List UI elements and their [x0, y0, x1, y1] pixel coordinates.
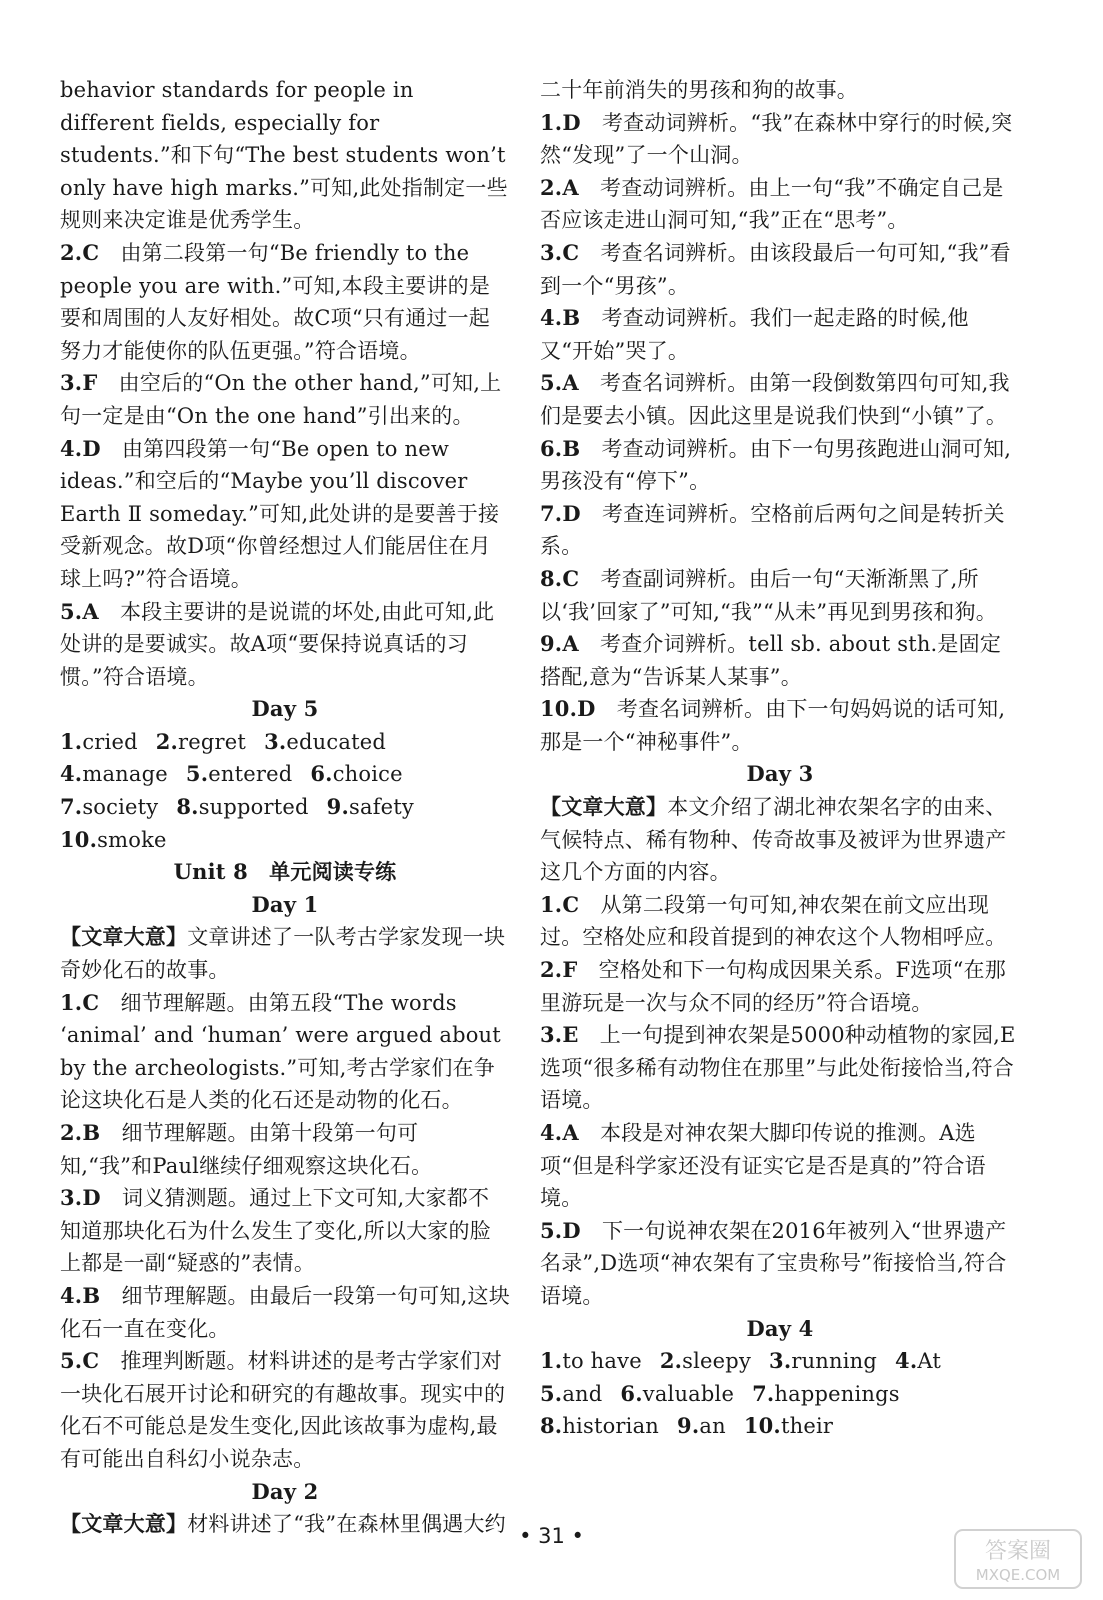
answer-number: 2.B	[60, 1120, 101, 1145]
vocab-word: smoke	[97, 827, 167, 852]
answer-explanation: 本段是对神农架大脚印传说的推测。A选项“但是科学家还没有证实它是否是真的”符合语境。	[540, 1121, 986, 1211]
day2-answer-list	[540, 107, 1020, 759]
answer-explanation: 推理判断题。材料讲述的是考古学家们对一块化石展开讨论和研究的有趣故事。现实中的化石不可能总是发生变化,因此该故事为虚构,最有可能出自科幻小说杂志。	[60, 1349, 506, 1471]
answer-explanation: 考查介词辨析。tell sb. about sth.是固定搭配,意为“告诉某人某事”。	[540, 632, 1002, 689]
answer-number: 1.C	[60, 989, 100, 1015]
answer-item	[60, 367, 510, 432]
answer-explanation: 考查动词辨析。我们一起走路的时候,他又“开始”哭了。	[540, 306, 969, 363]
answer-explanation: 考查名词辨析。由下一句妈妈说的话可知,那是一个“神秘事件”。	[540, 697, 1006, 754]
day3-summary	[540, 791, 1020, 889]
answer-item	[540, 498, 1020, 563]
vocab-answer	[769, 1345, 877, 1378]
answer-number: 4.A	[540, 1120, 579, 1145]
answer-explanation: 考查动词辨析。由下一句男孩跑进山洞可知,男孩没有“停下”。	[540, 436, 1012, 494]
watermark-logo	[953, 1528, 1083, 1590]
vocab-answer	[752, 1378, 900, 1411]
vocab-word: their	[780, 1414, 834, 1439]
right-column	[540, 74, 1020, 1443]
vocab-word: valuable	[642, 1381, 735, 1406]
day4-vocab-list	[540, 1345, 1020, 1443]
vocab-word: educated	[286, 729, 386, 754]
vocab-answer	[264, 726, 386, 759]
answer-item	[540, 302, 1020, 367]
vocab-word: cried	[82, 729, 138, 754]
answer-number: 7.D	[540, 500, 581, 526]
vocab-number: 4.	[895, 1348, 918, 1374]
summary-text: 材料讲述了“我”在森林里偶遇大约	[187, 1512, 506, 1537]
answer-number: 1.C	[540, 891, 580, 917]
page-number: • 31 •	[519, 1524, 584, 1548]
vocab-number: 1.	[60, 728, 83, 754]
vocab-number: 8.	[176, 794, 199, 820]
answer-item	[60, 1280, 510, 1345]
answer-item	[540, 107, 1020, 172]
vocab-word: sleepy	[682, 1349, 752, 1374]
vocab-number: 5.	[185, 761, 209, 787]
answer-number: 10.D	[540, 696, 596, 722]
vocab-answer	[327, 791, 414, 824]
vocab-answer	[540, 1378, 602, 1411]
answer-explanation: 本段主要讲的是说谎的坏处,由此可知,此处讲的是要诚实。故A项“要保持说真话的习惯。”符合语境。	[60, 599, 495, 689]
vocab-number: 8.	[540, 1413, 563, 1439]
answer-number: 4.D	[60, 435, 101, 461]
vocab-word: safety	[349, 795, 414, 820]
answer-number: 3.C	[540, 239, 580, 265]
vocab-number: 2.	[155, 728, 179, 754]
vocab-answer	[186, 758, 292, 791]
vocab-number: 4.	[60, 761, 83, 787]
answer-item	[540, 367, 1020, 432]
day1-summary	[60, 921, 510, 986]
answer-item	[540, 172, 1020, 237]
vocab-number: 6.	[310, 761, 333, 787]
vocab-answer	[660, 1345, 751, 1378]
vocab-word: an	[699, 1414, 726, 1439]
answer-explanation: 由空后的“On the other hand,”可知,上句一定是由“On the one hand”引出来的。	[60, 371, 502, 428]
answer-item	[540, 693, 1020, 758]
vocab-word: to have	[562, 1349, 642, 1374]
vocab-answer	[310, 758, 402, 791]
answer-number: 2.A	[540, 174, 579, 200]
answer-number: 9.A	[540, 631, 579, 657]
answer-explanation: 考查连词辨析。空格前后两句之间是转折关系。	[540, 501, 1005, 559]
vocab-answer	[60, 726, 138, 759]
answer-number: 3.D	[60, 1185, 101, 1211]
vocab-number: 6.	[620, 1380, 643, 1406]
answer-item	[60, 1345, 510, 1475]
summary-tag: 【文章大意】	[60, 1511, 188, 1537]
vocab-number: 5.	[540, 1380, 563, 1406]
vocab-word: manage	[82, 762, 168, 787]
day1-answer-list	[60, 987, 510, 1476]
vocab-number: 9.	[677, 1413, 700, 1439]
vocab-number: 1.	[540, 1348, 563, 1374]
answer-number: 8.C	[540, 565, 580, 591]
vocab-answer	[744, 1410, 833, 1443]
answer-item	[540, 563, 1020, 628]
answer-number: 3.E	[540, 1022, 579, 1048]
answer-number: 5.A	[540, 370, 579, 396]
answer-explanation: 考查动词辨析。“我”在森林中穿行的时候,突然“发现”了一个山洞。	[540, 110, 1013, 168]
answer-number: 1.D	[540, 109, 581, 135]
day3-answer-list	[540, 889, 1020, 1313]
answer-item	[540, 1215, 1020, 1313]
answer-item	[60, 433, 510, 596]
vocab-answer	[895, 1345, 941, 1378]
vocab-number: 9.	[326, 794, 349, 820]
day1-heading: Day 1	[251, 891, 319, 917]
answer-number: 5.C	[60, 1348, 100, 1374]
answer-explanation: 考查名词辨析。由第一段倒数第四句可知,我们是要去小镇。因此这里是说我们快到“小镇”了。	[540, 371, 1010, 428]
vocab-word: historian	[562, 1414, 660, 1439]
day5-heading: Day 5	[251, 696, 319, 722]
answer-item	[60, 1117, 510, 1182]
day2-summary-continued: 二十年前消失的男孩和狗的故事。	[540, 78, 858, 102]
vocab-number: 7.	[752, 1380, 775, 1406]
vocab-word: running	[791, 1349, 878, 1374]
answer-number: 5.A	[60, 598, 99, 624]
answer-item	[540, 433, 1020, 498]
unit-heading: Unit 8 单元阅读专练	[173, 859, 397, 885]
answer-explanation: 考查动词辨析。由上一句“我”不确定自己是否应该走进山洞可知,“我”正在“思考”。	[540, 175, 1004, 233]
answer-item	[540, 1117, 1020, 1215]
vocab-answer	[176, 791, 308, 824]
answer-explanation: 由第二段第一句“Be friendly to the people you are with.”可知,本段主要讲的是要和周围的人友好相处。故C项“只有通过一起努力才能使你的队伍更强。”符合语境。	[60, 240, 491, 363]
vocab-number: 7.	[60, 794, 83, 820]
answer-explanation: 由第四段第一句“Be open to new ideas.”和空后的“Maybe you’ll discover Earth Ⅱ someday.”可知,此处讲的是要善于接受新观念。故D项“你曾经想过人们能居住在月球上吗?”符合语境。	[60, 436, 500, 591]
vocab-answer	[60, 758, 168, 791]
vocab-word: choice	[332, 762, 403, 787]
answer-item	[540, 954, 1020, 1019]
vocab-word: regret	[178, 729, 247, 754]
day3-heading: Day 3	[746, 761, 814, 787]
answer-explanation: 细节理解题。由最后一段第一句可知,这块化石一直在变化。	[60, 1283, 510, 1341]
answer-number: 3.F	[60, 370, 98, 396]
answer-number: 5.D	[540, 1217, 581, 1243]
answer-item	[540, 1019, 1020, 1117]
left-column	[60, 74, 510, 1541]
day2-heading: Day 2	[251, 1478, 319, 1504]
answer-item	[60, 237, 510, 367]
answer-explanation: 考查名词辨析。由该段最后一句可知,“我”看到一个“男孩”。	[540, 240, 1011, 298]
answer-item	[60, 596, 510, 694]
watermark-line2: MXQE.COM	[975, 1566, 1061, 1584]
summary-tag: 【文章大意】	[60, 924, 188, 950]
vocab-number: 2.	[659, 1348, 683, 1374]
summary-tag: 【文章大意】	[540, 794, 668, 820]
vocab-answer	[156, 726, 246, 759]
answer-number: 2.F	[540, 957, 578, 983]
vocab-number: 10.	[743, 1413, 781, 1439]
day5-vocab-list	[60, 726, 510, 856]
answer-list	[60, 237, 510, 693]
answer-number: 6.B	[540, 435, 581, 461]
answer-explanation: 考查副词辨析。由后一句“天渐渐黑了,所以‘我’回家了”可知,“我”“从未”再见到男孩和狗。	[540, 566, 997, 624]
answer-explanation: 词义猜测题。通过上下文可知,大家都不知道那块化石为什么发生了变化,所以大家的脸上都是一副“疑惑的”表情。	[60, 1186, 491, 1276]
answer-explanation: 从第二段第一句可知,神农架在前文应出现过。空格处应和段首提到的神农这个人物相呼应。	[540, 892, 1007, 950]
answer-explanation: 细节理解题。由第五段“The words ‘animal’ and ‘human’ were argued about by the archeologists.”可知,考古学家们在争论这块化石是人类的化石还是动物的化石。	[60, 990, 501, 1113]
vocab-number: 3.	[769, 1348, 792, 1374]
vocab-answer	[540, 1410, 659, 1443]
vocab-answer	[620, 1378, 734, 1411]
intro-paragraph: behavior standards for people in different fields, especially for students.”和下句“The best students won’t only have high marks.”可知,此处指制定一些规则来决定谁是优秀学生。	[60, 78, 508, 233]
answer-explanation: 细节理解题。由第十段第一句可知,“我”和Paul继续仔细观察这块化石。	[60, 1121, 433, 1178]
answer-number: 4.B	[540, 305, 581, 331]
vocab-answer	[60, 791, 158, 824]
vocab-answer	[677, 1410, 726, 1443]
watermark-line1: 答案圈	[984, 1539, 1052, 1564]
vocab-word: and	[562, 1381, 603, 1406]
vocab-word: supported	[198, 795, 309, 820]
vocab-word: entered	[208, 762, 293, 787]
vocab-word: society	[82, 795, 159, 820]
vocab-word: At	[917, 1349, 942, 1374]
vocab-answer	[60, 824, 167, 857]
vocab-answer	[540, 1345, 642, 1378]
answer-item	[540, 889, 1020, 954]
answer-item	[540, 237, 1020, 302]
answer-explanation: 上一句提到神农架是5000种动植物的家园,E选项“很多稀有动物住在那里”与此处衔接恰当,符合语境。	[540, 1023, 1016, 1113]
answer-item	[60, 1182, 510, 1280]
day4-heading: Day 4	[746, 1315, 814, 1341]
answer-number: 2.C	[60, 239, 100, 265]
vocab-word: happenings	[774, 1381, 900, 1406]
answer-item	[540, 628, 1020, 693]
summary-text: 文章讲述了一队考古学家发现一块奇妙化石的故事。	[60, 925, 506, 983]
answer-explanation: 下一句说神农架在2016年被列入“世界遗产名录”,D选项“神农架有了宝贵称号”衔接恰当,符合语境。	[540, 1218, 1007, 1308]
vocab-number: 3.	[264, 728, 287, 754]
answer-item	[60, 987, 510, 1117]
answer-explanation: 空格处和下一句构成因果关系。F选项“在那里游玩是一次与众不同的经历”符合语境。	[540, 958, 1006, 1015]
answer-number: 4.B	[60, 1282, 101, 1308]
vocab-number: 10.	[60, 826, 98, 852]
summary-text: 本文介绍了湖北神农架名字的由来、气候特点、稀有物种、传奇故事及被评为世界遗产这几个方面的内容。	[540, 795, 1007, 885]
